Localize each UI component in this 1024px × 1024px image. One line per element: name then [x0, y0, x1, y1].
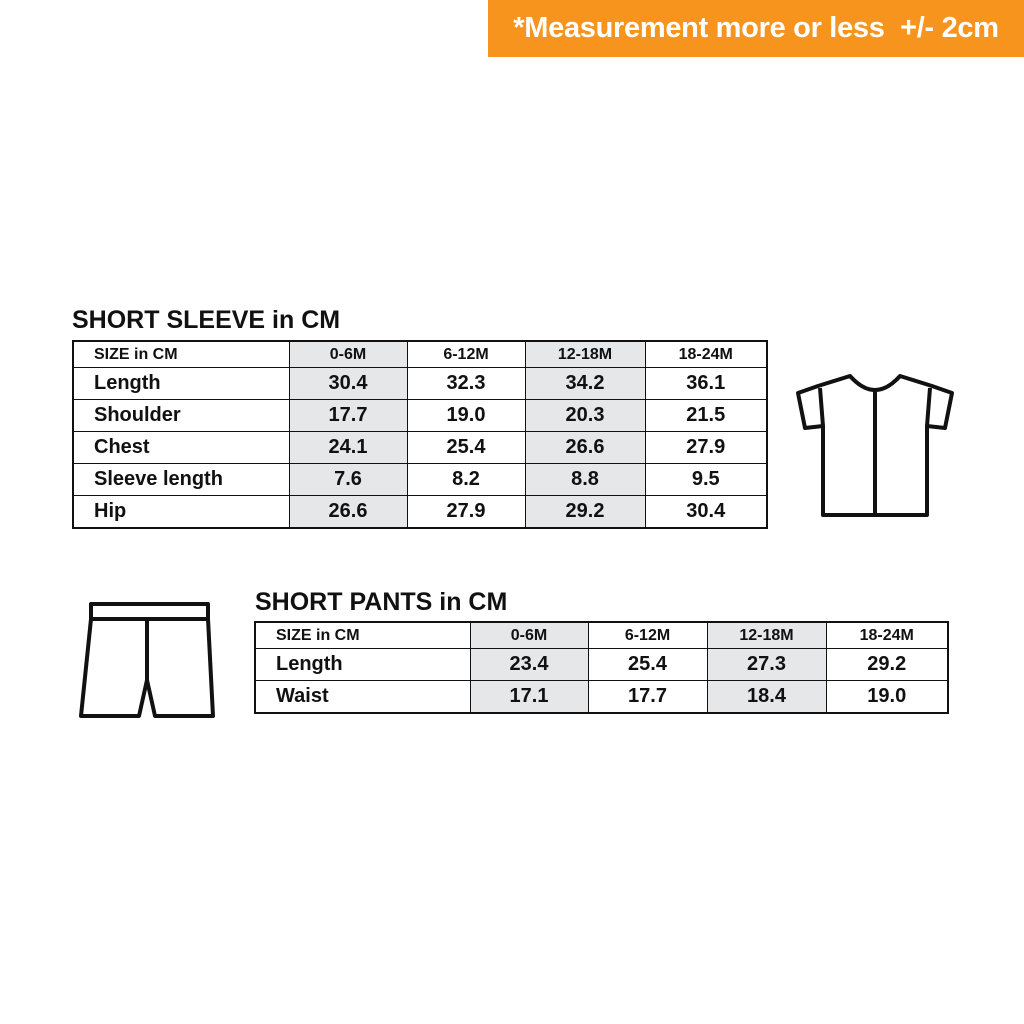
row-label: Waist	[255, 681, 470, 714]
cell-value: 19.0	[407, 400, 525, 432]
cell-value: 7.6	[289, 464, 407, 496]
table-row	[73, 400, 767, 432]
cell-value: 23.4	[470, 649, 588, 681]
cell-value: 27.9	[407, 496, 525, 529]
cell-value: 29.2	[525, 496, 645, 529]
cell-value: 9.5	[645, 464, 767, 496]
cell-value: 8.8	[525, 464, 645, 496]
table-row	[73, 368, 767, 400]
cell-value: 21.5	[645, 400, 767, 432]
cell-value: 26.6	[525, 432, 645, 464]
row-label: Hip	[73, 496, 289, 529]
header-size-0-6m: 0-6M	[289, 341, 407, 368]
cell-value: 18.4	[707, 681, 826, 714]
cell-value: 25.4	[588, 649, 707, 681]
header-size-12-18m: 12-18M	[525, 341, 645, 368]
cell-value: 20.3	[525, 400, 645, 432]
header-size-18-24m: 18-24M	[645, 341, 767, 368]
table-row	[73, 432, 767, 464]
cell-value: 17.7	[289, 400, 407, 432]
table-row	[73, 464, 767, 496]
header-size-0-6m: 0-6M	[470, 622, 588, 649]
table-row	[255, 649, 948, 681]
row-label: Shoulder	[73, 400, 289, 432]
row-label: Sleeve length	[73, 464, 289, 496]
cell-value: 36.1	[645, 368, 767, 400]
table-row	[73, 496, 767, 529]
short-pants-title: SHORT PANTS in CM	[255, 588, 508, 616]
short-sleeve-title: SHORT SLEEVE in CM	[72, 306, 341, 334]
cell-value: 26.6	[289, 496, 407, 529]
cell-value: 17.1	[470, 681, 588, 714]
table-row	[255, 681, 948, 714]
cell-value: 27.3	[707, 649, 826, 681]
row-label: Length	[73, 368, 289, 400]
cell-value: 34.2	[525, 368, 645, 400]
row-label: Chest	[73, 432, 289, 464]
header-size-label: SIZE in CM	[255, 622, 470, 649]
table-header-row	[73, 341, 767, 368]
header-size-6-12m: 6-12M	[588, 622, 707, 649]
header-size-12-18m: 12-18M	[707, 622, 826, 649]
cell-value: 19.0	[826, 681, 948, 714]
header-size-6-12m: 6-12M	[407, 341, 525, 368]
cell-value: 17.7	[588, 681, 707, 714]
tshirt-icon	[790, 368, 960, 523]
row-label: Length	[255, 649, 470, 681]
short-pants-table	[254, 621, 949, 714]
header-size-18-24m: 18-24M	[826, 622, 948, 649]
cell-value: 27.9	[645, 432, 767, 464]
short-sleeve-table	[72, 340, 768, 529]
shorts-icon	[75, 598, 220, 723]
cell-value: 30.4	[645, 496, 767, 529]
cell-value: 25.4	[407, 432, 525, 464]
measurement-note-banner: *Measurement more or less +/- 2cm	[488, 0, 1024, 57]
cell-value: 30.4	[289, 368, 407, 400]
cell-value: 29.2	[826, 649, 948, 681]
table-header-row	[255, 622, 948, 649]
header-size-label: SIZE in CM	[73, 341, 289, 368]
cell-value: 24.1	[289, 432, 407, 464]
cell-value: 32.3	[407, 368, 525, 400]
cell-value: 8.2	[407, 464, 525, 496]
